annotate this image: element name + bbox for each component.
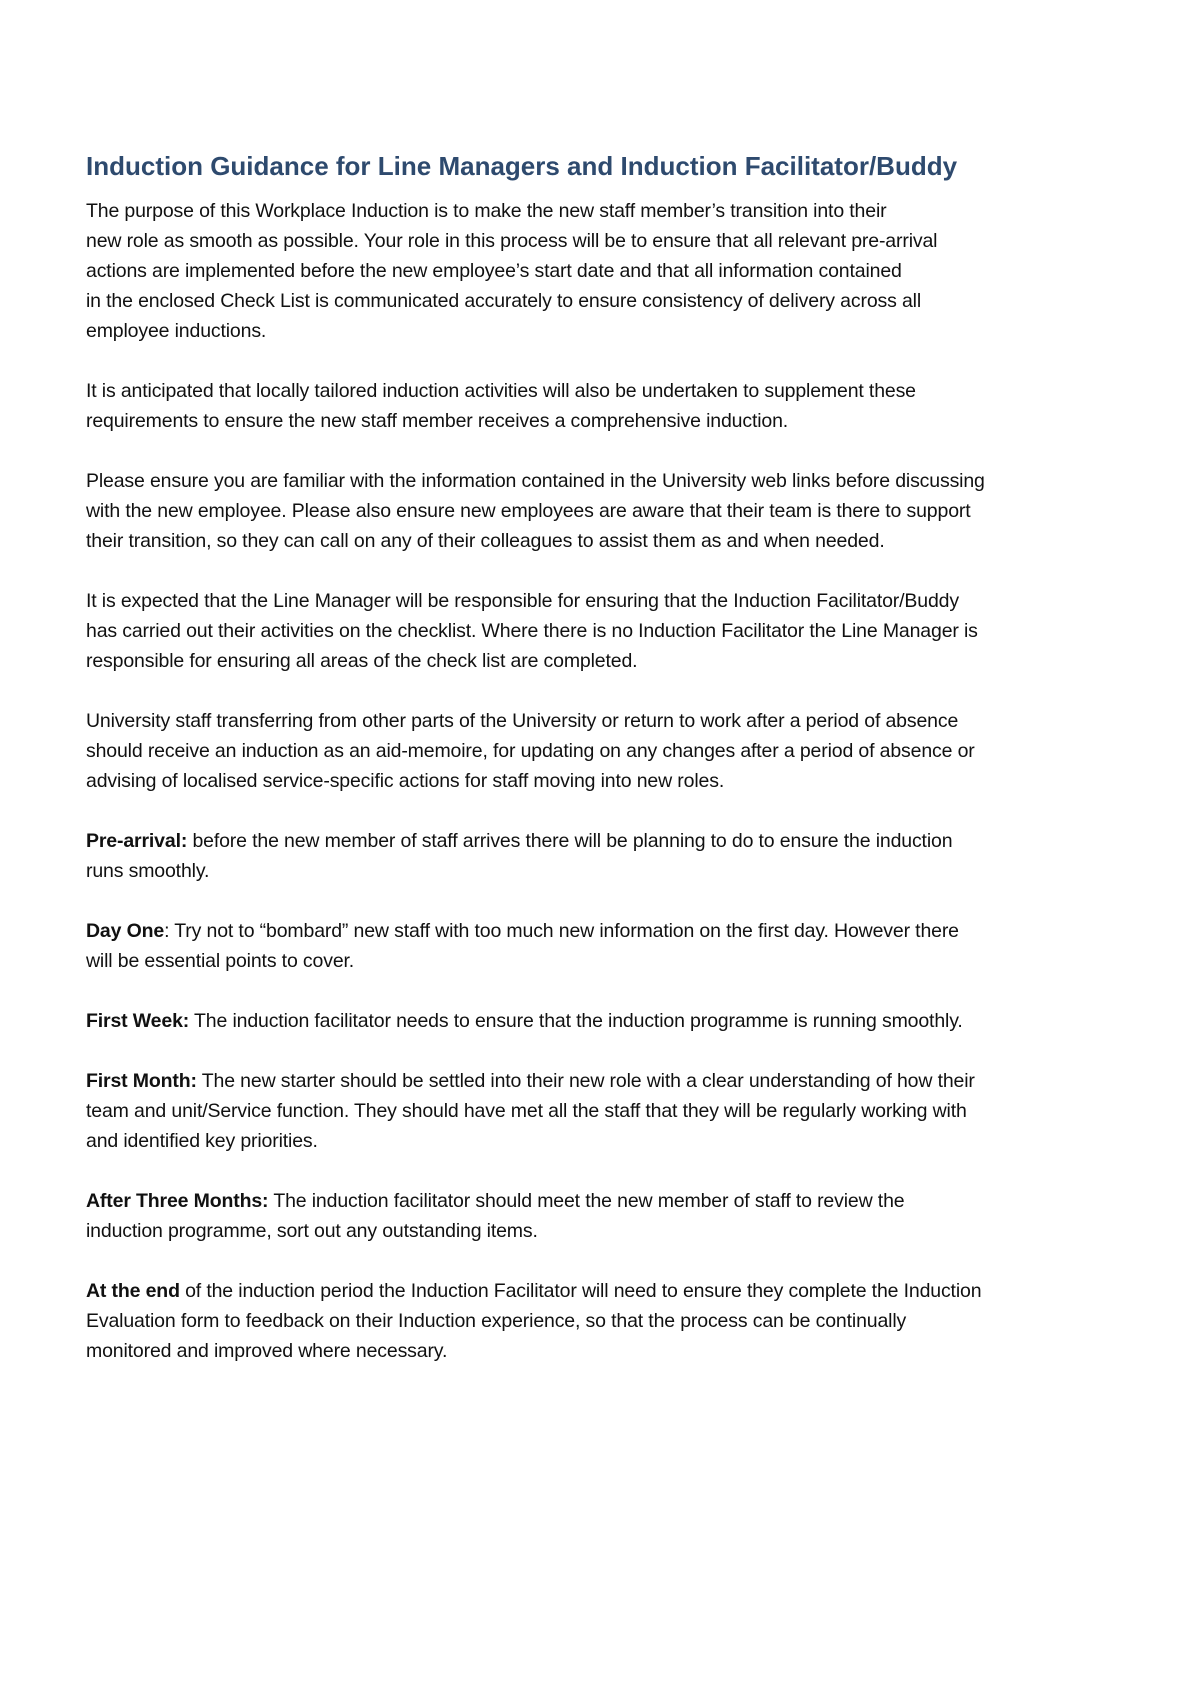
stage-text: The new starter should be settled into their new role with a clear understanding of how their — [196, 1070, 975, 1092]
intro-paragraph — [86, 196, 1156, 346]
paragraph-line: their transition, so they can call on any of their colleagues to assist them as and when needed. — [86, 530, 885, 552]
paragraph-line: requirements to ensure the new staff member receives a comprehensive induction. — [86, 410, 789, 432]
stage-line — [86, 1006, 1156, 1036]
stage-line — [86, 1276, 1156, 1306]
paragraph-line: advising of localised service-specific actions for staff moving into new roles. — [86, 770, 725, 792]
stage-line — [86, 1066, 1156, 1096]
paragraph-line: It is expected that the Line Manager will be responsible for ensuring that the Induction Facilitator/Buddy — [86, 590, 959, 612]
stage-text: before the new member of staff arrives there will be planning to do to ensure the induction — [187, 830, 953, 852]
paragraph-line: should receive an induction as an aid-memoire, for updating on any changes after a period of absence or — [86, 740, 975, 762]
stage-at-the-end — [86, 1276, 1156, 1366]
stage-text: The induction facilitator needs to ensure that the induction programme is running smoothly. — [189, 1010, 963, 1032]
stage-first-week — [86, 1006, 1156, 1036]
stage-line: monitored and improved where necessary. — [86, 1340, 448, 1362]
stage-line: runs smoothly. — [86, 860, 210, 882]
stage-first-month — [86, 1066, 1156, 1156]
intro-line: actions are implemented before the new employee’s start date and that all information contained — [86, 260, 902, 282]
stage-line — [86, 916, 1156, 946]
stage-line: and identified key priorities. — [86, 1130, 318, 1152]
paragraph-line: has carried out their activities on the checklist. Where there is no Induction Facilitator the Line Manager is — [86, 620, 978, 642]
paragraph-line: University staff transferring from other parts of the University or return to work after a period of absence — [86, 710, 959, 732]
stage-term: First Month: — [86, 1070, 197, 1092]
intro-line: The purpose of this Workplace Induction is to make the new staff member’s transition into their — [86, 200, 887, 222]
document-title: Induction Guidance for Line Managers and Induction Facilitator/Buddy — [86, 151, 958, 181]
stage-text: The induction facilitator should meet the new member of staff to review the — [268, 1190, 905, 1212]
stage-term: Pre-arrival: — [86, 830, 188, 852]
paragraph-line: It is anticipated that locally tailored induction activities will also be undertaken to supplement these — [86, 380, 916, 402]
paragraph-line: Please ensure you are familiar with the information contained in the University web links before discussing — [86, 470, 985, 492]
stage-line: team and unit/Service function. They should have met all the staff that they will be regularly working with — [86, 1100, 967, 1122]
stage-term: At the end — [86, 1280, 180, 1302]
intro-line: in the enclosed Check List is communicated accurately to ensure consistency of delivery across all — [86, 290, 922, 312]
paragraph-line: responsible for ensuring all areas of the check list are completed. — [86, 650, 638, 672]
stage-term: Day One — [86, 920, 165, 942]
stage-term: First Week: — [86, 1010, 190, 1032]
intro-line: new role as smooth as possible. Your role in this process will be to ensure that all relevant pre-arrival — [86, 230, 938, 252]
stage-line: induction programme, sort out any outstanding items. — [86, 1220, 538, 1242]
stage-day-one — [86, 916, 1156, 976]
intro-line: employee inductions. — [86, 320, 267, 342]
tailored-induction-paragraph — [86, 376, 1156, 436]
stage-line: Evaluation form to feedback on their Induction experience, so that the process can be continually — [86, 1310, 907, 1332]
line-manager-paragraph — [86, 586, 1156, 676]
stage-text: of the induction period the Induction Facilitator will need to ensure they complete the Induction — [179, 1280, 982, 1302]
stage-line — [86, 1186, 1156, 1216]
stage-text: : Try not to “bombard” new staff with too much new information on the first day. However there — [164, 920, 959, 942]
paragraph-line: with the new employee. Please also ensure new employees are aware that their team is there to support — [86, 500, 971, 522]
web-links-paragraph — [86, 466, 1156, 556]
stage-after-three-months — [86, 1186, 1156, 1246]
stage-term: After Three Months: — [86, 1190, 269, 1212]
stage-line: will be essential points to cover. — [86, 950, 355, 972]
stage-pre-arrival — [86, 826, 1156, 886]
stage-line — [86, 826, 1156, 856]
transferring-staff-paragraph — [86, 706, 1156, 796]
document-page — [86, 148, 1156, 1396]
